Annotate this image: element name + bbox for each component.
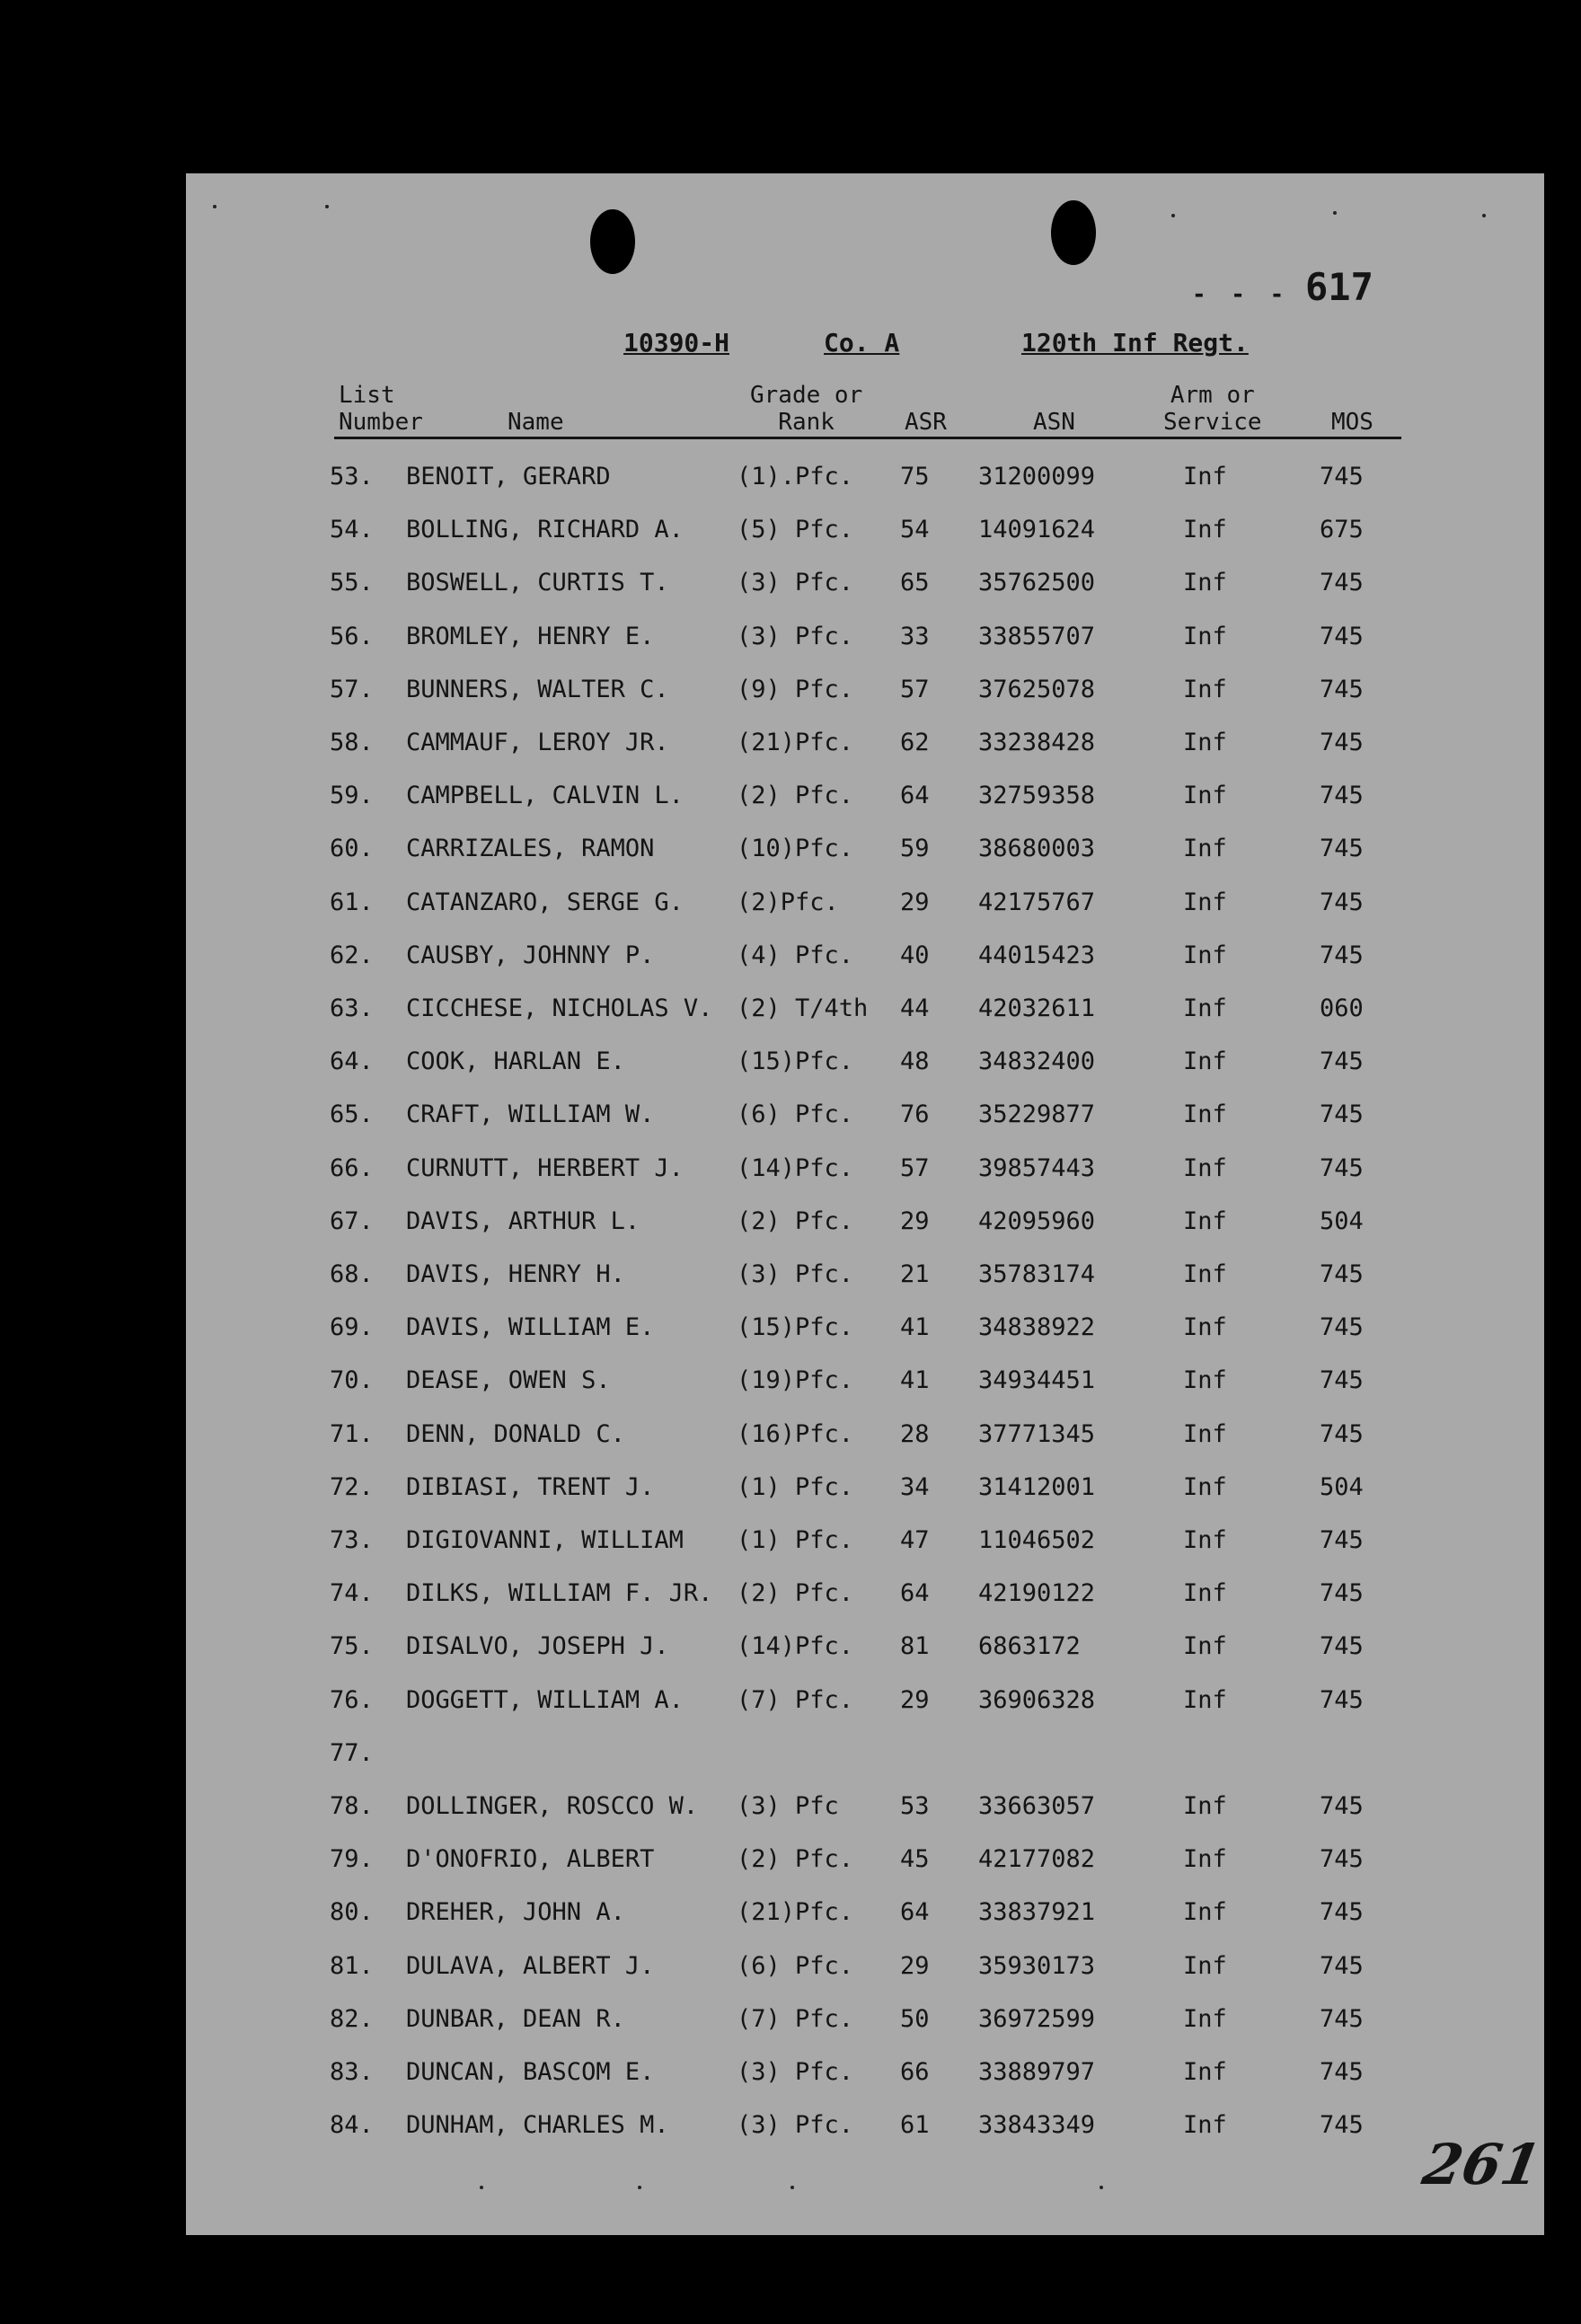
cell-asr: 64	[900, 782, 930, 809]
cell-asn: 33843349	[978, 2111, 1096, 2139]
cell-asr: 66	[900, 2058, 930, 2086]
cell-mos: 745	[1320, 1686, 1364, 1714]
cell-asr: 48	[900, 1047, 930, 1075]
cell-grade: (3) Pfc.	[737, 623, 854, 650]
cell-grade: (3) Pfc	[737, 1792, 839, 1820]
page-number: 617	[1305, 265, 1373, 309]
cell-num: 74.	[330, 1579, 374, 1607]
cell-num: 83.	[330, 2058, 374, 2086]
cell-asn: 38680003	[978, 835, 1096, 862]
cell-name: DAVIS, HENRY H.	[406, 1260, 625, 1288]
cell-grade: (14)Pfc.	[737, 1632, 854, 1660]
cell-name: DUNHAM, CHARLES M.	[406, 2111, 669, 2139]
cell-num: 75.	[330, 1632, 374, 1660]
cell-mos: 745	[1320, 1632, 1364, 1660]
cell-arm: Inf	[1183, 623, 1227, 650]
cell-num: 69.	[330, 1313, 374, 1341]
cell-asn: 35229877	[978, 1100, 1096, 1128]
table-row	[186, 2005, 1544, 2041]
table-row	[186, 1420, 1544, 1456]
cell-mos: 745	[1320, 2005, 1364, 2033]
cell-asn: 42032611	[978, 994, 1096, 1022]
cell-num: 54.	[330, 516, 374, 543]
cell-asn: 33238428	[978, 729, 1096, 756]
cell-mos: 745	[1320, 1047, 1364, 1075]
cell-name: DUNCAN, BASCOM E.	[406, 2058, 655, 2086]
cell-asr: 75	[900, 463, 930, 490]
cell-asn: 34838922	[978, 1313, 1096, 1341]
cell-asr: 40	[900, 941, 930, 969]
cell-grade: (7) Pfc.	[737, 1686, 854, 1714]
cell-mos: 745	[1320, 623, 1364, 650]
cell-asr: 29	[900, 1686, 930, 1714]
cell-asn: 33663057	[978, 1792, 1096, 1820]
cell-num: 82.	[330, 2005, 374, 2033]
cell-arm: Inf	[1183, 1260, 1227, 1288]
handwritten-number: 261	[1418, 2132, 1546, 2197]
cell-num: 61.	[330, 888, 374, 916]
cell-asn: 42177082	[978, 1845, 1096, 1873]
table-row	[186, 888, 1544, 924]
table-row	[186, 1792, 1544, 1828]
cell-asr: 28	[900, 1420, 930, 1448]
cell-asn: 39857443	[978, 1154, 1096, 1182]
col-asn-header: ASN	[1033, 409, 1075, 436]
cell-name: BUNNERS, WALTER C.	[406, 676, 669, 703]
document-page	[186, 173, 1544, 2235]
cell-asr: 76	[900, 1100, 930, 1128]
table-row	[186, 1154, 1544, 1190]
cell-mos: 745	[1320, 1952, 1364, 1980]
cell-grade: (1) Pfc.	[737, 1526, 854, 1554]
cell-num: 84.	[330, 2111, 374, 2139]
cell-grade: (2) Pfc.	[737, 1579, 854, 1607]
cell-asn: 36906328	[978, 1686, 1096, 1714]
cell-grade: (3) Pfc.	[737, 1260, 854, 1288]
cell-name: CICCHESE, NICHOLAS V.	[406, 994, 713, 1022]
cell-name: DILKS, WILLIAM F. JR.	[406, 1579, 713, 1607]
cell-name: BENOIT, GERARD	[406, 463, 611, 490]
cell-mos: 745	[1320, 1313, 1364, 1341]
cell-asr: 34	[900, 1473, 930, 1501]
cell-mos: 675	[1320, 516, 1364, 543]
cell-asn: 33837921	[978, 1898, 1096, 1926]
cell-asn: 14091624	[978, 516, 1096, 543]
cell-mos: 745	[1320, 782, 1364, 809]
cell-arm: Inf	[1183, 1420, 1227, 1448]
table-row	[186, 569, 1544, 605]
cell-asr: 65	[900, 569, 930, 596]
cell-asr: 29	[900, 1207, 930, 1235]
regiment-label: 120th Inf Regt.	[1021, 328, 1249, 358]
cell-asn: 34934451	[978, 1366, 1096, 1394]
cell-arm: Inf	[1183, 1579, 1227, 1607]
speck	[213, 205, 216, 208]
cell-mos: 060	[1320, 994, 1364, 1022]
table-row	[186, 623, 1544, 658]
cell-asr: 47	[900, 1526, 930, 1554]
cell-name: COOK, HARLAN E.	[406, 1047, 625, 1075]
cell-grade: (6) Pfc.	[737, 1952, 854, 1980]
cell-num: 63.	[330, 994, 374, 1022]
cell-asn: 31412001	[978, 1473, 1096, 1501]
cell-num: 72.	[330, 1473, 374, 1501]
cell-num: 66.	[330, 1154, 374, 1182]
cell-grade: (3) Pfc.	[737, 2111, 854, 2139]
cell-name: DUNBAR, DEAN R.	[406, 2005, 625, 2033]
cell-grade: (6) Pfc.	[737, 1100, 854, 1128]
table-row	[186, 516, 1544, 552]
table-row	[186, 1366, 1544, 1402]
cell-name: CAUSBY, JOHNNY P.	[406, 941, 655, 969]
col-asr-header: ASR	[905, 409, 947, 436]
cell-mos: 745	[1320, 1366, 1364, 1394]
col-grade-header: Grade or Rank	[750, 382, 863, 436]
cell-num: 73.	[330, 1526, 374, 1554]
cell-mos: 745	[1320, 2111, 1364, 2139]
cell-grade: (9) Pfc.	[737, 676, 854, 703]
cell-asn: 36972599	[978, 2005, 1096, 2033]
cell-asr: 44	[900, 994, 930, 1022]
cell-name: CATANZARO, SERGE G.	[406, 888, 684, 916]
punch-hole-right	[1051, 200, 1096, 265]
cell-arm: Inf	[1183, 1632, 1227, 1660]
cell-mos: 745	[1320, 1526, 1364, 1554]
table-row	[186, 2058, 1544, 2094]
cell-asn: 44015423	[978, 941, 1096, 969]
cell-grade: (1) Pfc.	[737, 1473, 854, 1501]
cell-asr: 41	[900, 1366, 930, 1394]
cell-num: 78.	[330, 1792, 374, 1820]
cell-grade: (10)Pfc.	[737, 835, 854, 862]
cell-asr: 21	[900, 1260, 930, 1288]
cell-arm: Inf	[1183, 1952, 1227, 1980]
speck	[1100, 2186, 1103, 2189]
cell-name: DAVIS, ARTHUR L.	[406, 1207, 640, 1235]
cell-grade: (2) Pfc.	[737, 1845, 854, 1873]
table-row	[186, 835, 1544, 870]
cell-name: CARRIZALES, RAMON	[406, 835, 655, 862]
cell-num: 65.	[330, 1100, 374, 1128]
cell-name: DREHER, JOHN A.	[406, 1898, 625, 1926]
table-row	[186, 1207, 1544, 1243]
cell-grade: (19)Pfc.	[737, 1366, 854, 1394]
cell-asn: 37625078	[978, 676, 1096, 703]
cell-arm: Inf	[1183, 1473, 1227, 1501]
cell-mos: 745	[1320, 1420, 1364, 1448]
cell-name: DOLLINGER, ROSCCO W.	[406, 1792, 699, 1820]
cell-arm: Inf	[1183, 994, 1227, 1022]
cell-asn: 42095960	[978, 1207, 1096, 1235]
cell-asn: 35762500	[978, 569, 1096, 596]
cell-arm: Inf	[1183, 1100, 1227, 1128]
cell-arm: Inf	[1183, 569, 1227, 596]
cell-arm: Inf	[1183, 729, 1227, 756]
col-mos-header: MOS	[1331, 409, 1373, 436]
cell-num: 76.	[330, 1686, 374, 1714]
table-row	[186, 463, 1544, 499]
col-arm-header: Arm or Service	[1163, 382, 1262, 436]
cell-asr: 57	[900, 676, 930, 703]
table-row	[186, 1845, 1544, 1881]
table-row	[186, 1260, 1544, 1296]
cell-arm: Inf	[1183, 888, 1227, 916]
cell-grade: (2) Pfc.	[737, 782, 854, 809]
cell-name: DEASE, OWEN S.	[406, 1366, 611, 1394]
cell-name: DIGIOVANNI, WILLIAM	[406, 1526, 684, 1554]
cell-asn: 37771345	[978, 1420, 1096, 1448]
cell-name: CAMMAUF, LEROY JR.	[406, 729, 669, 756]
cell-asr: 62	[900, 729, 930, 756]
cell-asr: 29	[900, 1952, 930, 1980]
cell-grade: (2)Pfc.	[737, 888, 839, 916]
cell-arm: Inf	[1183, 516, 1227, 543]
cell-num: 71.	[330, 1420, 374, 1448]
cell-arm: Inf	[1183, 782, 1227, 809]
cell-num: 62.	[330, 941, 374, 969]
cell-asn: 33855707	[978, 623, 1096, 650]
cell-grade: (16)Pfc.	[737, 1420, 854, 1448]
cell-asn: 42175767	[978, 888, 1096, 916]
cell-grade: (2) Pfc.	[737, 1207, 854, 1235]
speck	[638, 2186, 641, 2189]
cell-mos: 745	[1320, 2058, 1364, 2086]
cell-mos: 745	[1320, 1154, 1364, 1182]
table-row	[186, 1313, 1544, 1349]
cell-grade: (2) T/4th	[737, 994, 869, 1022]
cell-name: DULAVA, ALBERT J.	[406, 1952, 655, 1980]
cell-arm: Inf	[1183, 1313, 1227, 1341]
table-row	[186, 1100, 1544, 1136]
table-row	[186, 1579, 1544, 1615]
cell-asn: 35783174	[978, 1260, 1096, 1288]
cell-mos: 745	[1320, 941, 1364, 969]
cell-name: BOSWELL, CURTIS T.	[406, 569, 669, 596]
cell-num: 81.	[330, 1952, 374, 1980]
cell-arm: Inf	[1183, 1366, 1227, 1394]
cell-arm: Inf	[1183, 1154, 1227, 1182]
cell-mos: 745	[1320, 1898, 1364, 1926]
cell-name: BROMLEY, HENRY E.	[406, 623, 655, 650]
table-row	[186, 1526, 1544, 1562]
header-rule	[334, 437, 1401, 439]
cell-name: D'ONOFRIO, ALBERT	[406, 1845, 655, 1873]
table-row	[186, 1632, 1544, 1668]
cell-arm: Inf	[1183, 676, 1227, 703]
cell-name: DIBIASI, TRENT J.	[406, 1473, 655, 1501]
cell-mos: 745	[1320, 729, 1364, 756]
col-name-header: Name	[508, 409, 564, 436]
cell-num: 59.	[330, 782, 374, 809]
table-row	[186, 2111, 1544, 2147]
cell-asn: 34832400	[978, 1047, 1096, 1075]
cell-arm: Inf	[1183, 2111, 1227, 2139]
cell-num: 68.	[330, 1260, 374, 1288]
cell-num: 60.	[330, 835, 374, 862]
speck	[1333, 211, 1337, 215]
cell-asr: 64	[900, 1898, 930, 1926]
cell-arm: Inf	[1183, 1898, 1227, 1926]
table-row	[186, 676, 1544, 711]
speck	[1171, 214, 1175, 217]
cell-asr: 53	[900, 1792, 930, 1820]
cell-asr: 33	[900, 623, 930, 650]
table-row	[186, 1047, 1544, 1083]
cell-arm: Inf	[1183, 463, 1227, 490]
speck	[1482, 214, 1486, 217]
cell-name: CURNUTT, HERBERT J.	[406, 1154, 684, 1182]
cell-mos: 745	[1320, 1100, 1364, 1128]
cell-name: DAVIS, WILLIAM E.	[406, 1313, 655, 1341]
cell-arm: Inf	[1183, 1686, 1227, 1714]
cell-grade: (7) Pfc.	[737, 2005, 854, 2033]
cell-name: DENN, DONALD C.	[406, 1420, 625, 1448]
cell-num: 64.	[330, 1047, 374, 1075]
col-list-number-header: List Number	[339, 382, 423, 436]
cell-arm: Inf	[1183, 1526, 1227, 1554]
cell-mos: 745	[1320, 463, 1364, 490]
cell-asn: 32759358	[978, 782, 1096, 809]
cell-mos: 745	[1320, 1792, 1364, 1820]
table-row	[186, 1473, 1544, 1509]
cell-grade: (15)Pfc.	[737, 1313, 854, 1341]
cell-asn: 31200099	[978, 463, 1096, 490]
cell-num: 79.	[330, 1845, 374, 1873]
table-row	[186, 1898, 1544, 1934]
cell-grade: (3) Pfc.	[737, 569, 854, 596]
speck	[790, 2186, 794, 2189]
cell-arm: Inf	[1183, 2058, 1227, 2086]
cell-arm: Inf	[1183, 1047, 1227, 1075]
cell-asr: 41	[900, 1313, 930, 1341]
cell-num: 70.	[330, 1366, 374, 1394]
cell-num: 56.	[330, 623, 374, 650]
cell-mos: 745	[1320, 835, 1364, 862]
cell-mos: 745	[1320, 1845, 1364, 1873]
cell-asn: 33889797	[978, 2058, 1096, 2086]
cell-arm: Inf	[1183, 835, 1227, 862]
cell-mos: 745	[1320, 676, 1364, 703]
cell-name: CRAFT, WILLIAM W.	[406, 1100, 655, 1128]
cell-grade: (14)Pfc.	[737, 1154, 854, 1182]
cell-num: 58.	[330, 729, 374, 756]
cell-grade: (1).Pfc.	[737, 463, 854, 490]
cell-mos: 745	[1320, 1579, 1364, 1607]
company-label: Co. A	[824, 328, 900, 358]
cell-asr: 64	[900, 1579, 930, 1607]
table-row	[186, 782, 1544, 817]
dash-mark: - - -	[1192, 281, 1290, 308]
cell-grade: (21)Pfc.	[737, 729, 854, 756]
cell-name: DISALVO, JOSEPH J.	[406, 1632, 669, 1660]
cell-name: DOGGETT, WILLIAM A.	[406, 1686, 684, 1714]
cell-arm: Inf	[1183, 1207, 1227, 1235]
table-row	[186, 941, 1544, 977]
cell-mos: 745	[1320, 569, 1364, 596]
cell-asn: 11046502	[978, 1526, 1096, 1554]
cell-asr: 59	[900, 835, 930, 862]
cell-grade: (3) Pfc.	[737, 2058, 854, 2086]
cell-mos: 504	[1320, 1207, 1364, 1235]
cell-num: 53.	[330, 463, 374, 490]
cell-arm: Inf	[1183, 1792, 1227, 1820]
table-row	[186, 1686, 1544, 1722]
cell-asr: 54	[900, 516, 930, 543]
cell-num: 55.	[330, 569, 374, 596]
cell-grade: (15)Pfc.	[737, 1047, 854, 1075]
cell-asn: 35930173	[978, 1952, 1096, 1980]
cell-num: 57.	[330, 676, 374, 703]
table-row	[186, 1952, 1544, 1988]
punch-hole-left	[590, 209, 635, 274]
cell-asr: 50	[900, 2005, 930, 2033]
cell-mos: 504	[1320, 1473, 1364, 1501]
cell-arm: Inf	[1183, 2005, 1227, 2033]
cell-grade: (4) Pfc.	[737, 941, 854, 969]
table-row	[186, 729, 1544, 764]
cell-arm: Inf	[1183, 941, 1227, 969]
speck	[480, 2186, 483, 2189]
cell-grade: (5) Pfc.	[737, 516, 854, 543]
cell-asr: 45	[900, 1845, 930, 1873]
cell-mos: 745	[1320, 1260, 1364, 1288]
cell-mos: 745	[1320, 888, 1364, 916]
cell-asr: 61	[900, 2111, 930, 2139]
cell-name: CAMPBELL, CALVIN L.	[406, 782, 684, 809]
cell-asn: 42190122	[978, 1579, 1096, 1607]
cell-grade: (21)Pfc.	[737, 1898, 854, 1926]
cell-asr: 57	[900, 1154, 930, 1182]
cell-asn: 6863172	[978, 1632, 1081, 1660]
cell-num: 77.	[330, 1739, 374, 1767]
speck	[325, 205, 329, 208]
cell-asr: 29	[900, 888, 930, 916]
cell-num: 80.	[330, 1898, 374, 1926]
table-row	[186, 1739, 1544, 1775]
table-row	[186, 994, 1544, 1030]
order-number: 10390-H	[623, 328, 730, 358]
cell-name: BOLLING, RICHARD A.	[406, 516, 684, 543]
cell-asr: 81	[900, 1632, 930, 1660]
cell-num: 67.	[330, 1207, 374, 1235]
cell-arm: Inf	[1183, 1845, 1227, 1873]
